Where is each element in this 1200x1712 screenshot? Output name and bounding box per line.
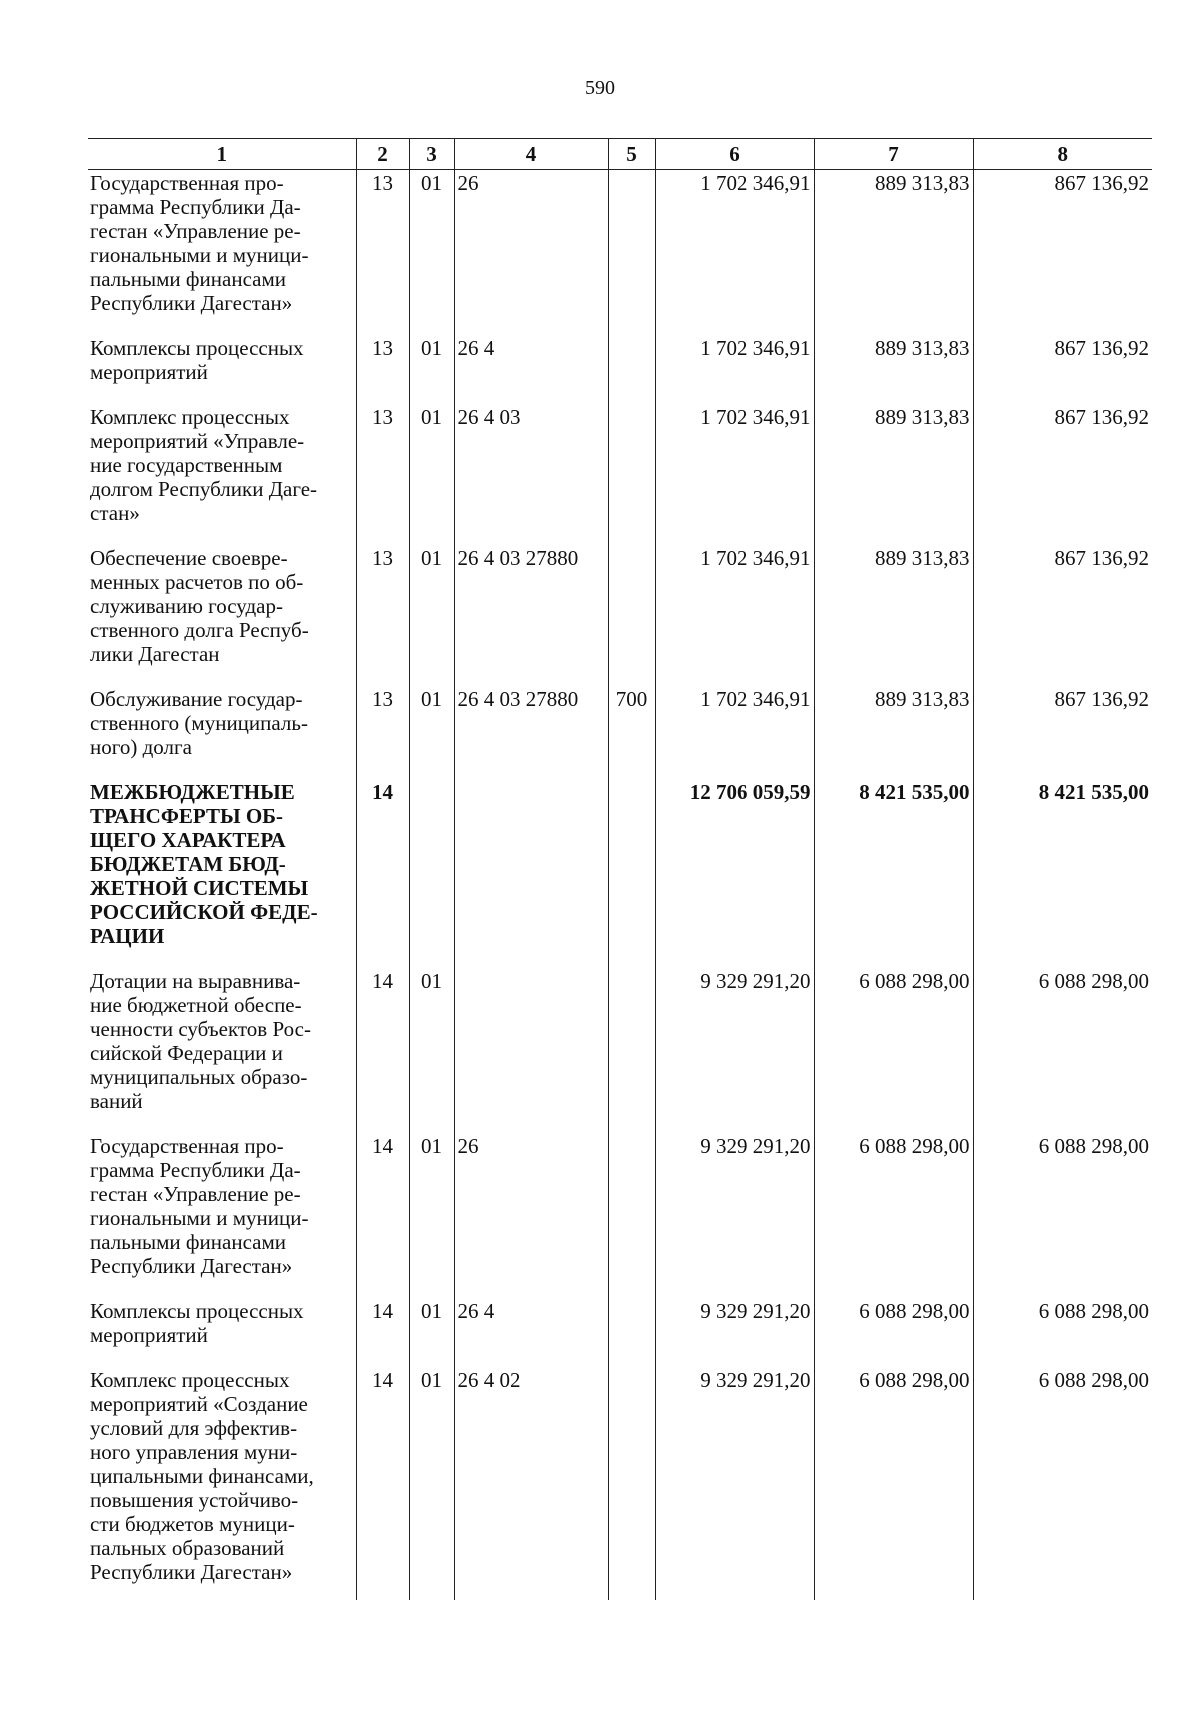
table-row <box>88 170 1152 336</box>
section-code: 13 <box>356 170 409 336</box>
expense-type-code <box>608 1133 655 1298</box>
name-line: МЕЖБЮДЖЕТНЫЕ <box>90 780 295 804</box>
subsection-code: 01 <box>409 335 454 404</box>
row-name <box>88 545 356 686</box>
amount-col-6: 9 329 291,20 <box>655 1298 814 1367</box>
name-line: Республики Дагестан» <box>90 1560 293 1584</box>
column-header-4: 4 <box>454 139 608 170</box>
name-line: мероприятий <box>90 1323 208 1347</box>
row-name <box>88 779 356 968</box>
name-line: мероприятий «Управле- <box>90 429 305 453</box>
amount-col-8: 6 088 298,00 <box>973 1367 1152 1600</box>
name-line: сти бюджетов муници- <box>90 1512 295 1536</box>
name-line: РОССИЙСКОЙ ФЕДЕ- <box>90 900 318 924</box>
subsection-code: 01 <box>409 545 454 686</box>
name-line: пальных образований <box>90 1536 285 1560</box>
column-header-5: 5 <box>608 139 655 170</box>
name-line: Республики Дагестан» <box>90 291 293 315</box>
subsection-code: 01 <box>409 404 454 545</box>
expense-type-code <box>608 170 655 336</box>
section-code: 14 <box>356 1367 409 1600</box>
name-line: ного управления муни- <box>90 1440 298 1464</box>
amount-col-8: 867 136,92 <box>973 545 1152 686</box>
target-article-code <box>454 968 608 1133</box>
column-header-8: 8 <box>973 139 1152 170</box>
name-line: ЩЕГО ХАРАКТЕРА <box>90 828 286 852</box>
amount-col-7: 889 313,83 <box>814 335 973 404</box>
subsection-code: 01 <box>409 1367 454 1600</box>
amount-col-6: 9 329 291,20 <box>655 968 814 1133</box>
name-line: менных расчетов по об- <box>90 570 304 594</box>
name-line: служиванию государ- <box>90 594 283 618</box>
table-row <box>88 1133 1152 1298</box>
page-number: 590 <box>585 77 615 99</box>
name-line: ченности субъектов Рос- <box>90 1017 311 1041</box>
section-code: 14 <box>356 1133 409 1298</box>
amount-col-7: 889 313,83 <box>814 545 973 686</box>
name-line: повышения устойчиво- <box>90 1488 299 1512</box>
section-code: 14 <box>356 1298 409 1367</box>
table-row <box>88 335 1152 404</box>
name-line: Комплексы процессных <box>90 336 304 360</box>
name-line: пальными финансами <box>90 1230 286 1254</box>
name-line: ного) долга <box>90 735 192 759</box>
name-line: сийской Федерации и <box>90 1041 283 1065</box>
row-name <box>88 170 356 336</box>
column-header-6: 6 <box>655 139 814 170</box>
table-row <box>88 779 1152 968</box>
amount-col-7: 8 421 535,00 <box>814 779 973 968</box>
name-line: лики Дагестан <box>90 642 220 666</box>
amount-col-6: 9 329 291,20 <box>655 1133 814 1298</box>
target-article-code: 26 <box>454 1133 608 1298</box>
amount-col-7: 889 313,83 <box>814 170 973 336</box>
expense-type-code <box>608 545 655 686</box>
amount-col-7: 6 088 298,00 <box>814 1298 973 1367</box>
subsection-code: 01 <box>409 170 454 336</box>
table-row <box>88 1298 1152 1367</box>
expense-type-code <box>608 1298 655 1367</box>
name-line: грамма Республики Да- <box>90 195 301 219</box>
name-line: муниципальных образо- <box>90 1065 308 1089</box>
name-line: ственного (муниципаль- <box>90 711 308 735</box>
amount-col-7: 889 313,83 <box>814 404 973 545</box>
target-article-code: 26 <box>454 170 608 336</box>
name-line: ЖЕТНОЙ СИСТЕМЫ <box>90 876 309 900</box>
target-article-code: 26 4 <box>454 335 608 404</box>
row-name <box>88 404 356 545</box>
column-header-1: 1 <box>88 139 356 170</box>
name-line: Обслуживание государ- <box>90 687 303 711</box>
name-line: Комплекс процессных <box>90 405 290 429</box>
amount-col-6: 9 329 291,20 <box>655 1367 814 1600</box>
row-name <box>88 335 356 404</box>
section-code: 13 <box>356 545 409 686</box>
row-name <box>88 1367 356 1600</box>
name-line: мероприятий «Создание <box>90 1392 308 1416</box>
expense-type-code <box>608 404 655 545</box>
amount-col-8: 6 088 298,00 <box>973 1133 1152 1298</box>
amount-col-8: 867 136,92 <box>973 686 1152 779</box>
name-line: ние бюджетной обеспе- <box>90 993 302 1017</box>
section-code: 14 <box>356 968 409 1133</box>
name-line: ципальными финансами, <box>90 1464 314 1488</box>
name-line: гиональными и муници- <box>90 243 309 267</box>
amount-col-7: 889 313,83 <box>814 686 973 779</box>
section-code: 13 <box>356 404 409 545</box>
name-line: долгом Республики Даге- <box>90 477 318 501</box>
name-line: ваний <box>90 1089 143 1113</box>
amount-col-6: 1 702 346,91 <box>655 686 814 779</box>
name-line: БЮДЖЕТАМ БЮД- <box>90 852 286 876</box>
row-name <box>88 1298 356 1367</box>
name-line: пальными финансами <box>90 267 286 291</box>
amount-col-7: 6 088 298,00 <box>814 1133 973 1298</box>
name-line: условий для эффектив- <box>90 1416 298 1440</box>
target-article-code: 26 4 <box>454 1298 608 1367</box>
expense-type-code: 700 <box>608 686 655 779</box>
name-line: Дотации на выравнива- <box>90 969 301 993</box>
amount-col-8: 6 088 298,00 <box>973 1298 1152 1367</box>
name-line: мероприятий <box>90 360 208 384</box>
name-line: Республики Дагестан» <box>90 1254 293 1278</box>
row-name <box>88 1133 356 1298</box>
amount-col-8: 8 421 535,00 <box>973 779 1152 968</box>
subsection-code: 01 <box>409 968 454 1133</box>
amount-col-6: 1 702 346,91 <box>655 335 814 404</box>
name-line: гиональными и муници- <box>90 1206 309 1230</box>
section-code: 13 <box>356 335 409 404</box>
subsection-code <box>409 779 454 968</box>
name-line: ТРАНСФЕРТЫ ОБ- <box>90 804 284 828</box>
expense-type-code <box>608 779 655 968</box>
amount-col-8: 6 088 298,00 <box>973 968 1152 1133</box>
amount-col-6: 1 702 346,91 <box>655 404 814 545</box>
row-name <box>88 968 356 1133</box>
table-row <box>88 1367 1152 1600</box>
section-code: 14 <box>356 779 409 968</box>
subsection-code: 01 <box>409 1298 454 1367</box>
column-header-2: 2 <box>356 139 409 170</box>
amount-col-8: 867 136,92 <box>973 170 1152 336</box>
table-header-row <box>88 139 1152 170</box>
name-line: стан» <box>90 501 140 525</box>
section-code: 13 <box>356 686 409 779</box>
column-header-3: 3 <box>409 139 454 170</box>
target-article-code: 26 4 03 27880 <box>454 545 608 686</box>
amount-col-6: 1 702 346,91 <box>655 170 814 336</box>
target-article-code: 26 4 03 <box>454 404 608 545</box>
table-row <box>88 686 1152 779</box>
name-line: Комплекс процессных <box>90 1368 290 1392</box>
amount-col-7: 6 088 298,00 <box>814 1367 973 1600</box>
table-row <box>88 968 1152 1133</box>
name-line: Государственная про- <box>90 1134 284 1158</box>
subsection-code: 01 <box>409 686 454 779</box>
expense-type-code <box>608 1367 655 1600</box>
name-line: РАЦИИ <box>90 924 165 948</box>
subsection-code: 01 <box>409 1133 454 1298</box>
amount-col-6: 1 702 346,91 <box>655 545 814 686</box>
target-article-code: 26 4 03 27880 <box>454 686 608 779</box>
name-line: гестан «Управление ре- <box>90 1182 301 1206</box>
name-line: Государственная про- <box>90 171 284 195</box>
table-row <box>88 545 1152 686</box>
target-article-code: 26 4 02 <box>454 1367 608 1600</box>
table-row <box>88 404 1152 545</box>
name-line: гестан «Управление ре- <box>90 219 301 243</box>
amount-col-6: 12 706 059,59 <box>655 779 814 968</box>
name-line: ние государственным <box>90 453 283 477</box>
name-line: ственного долга Респуб- <box>90 618 309 642</box>
budget-table <box>88 138 1152 1600</box>
target-article-code <box>454 779 608 968</box>
name-line: грамма Республики Да- <box>90 1158 301 1182</box>
name-line: Обеспечение своевре- <box>90 546 288 570</box>
amount-col-7: 6 088 298,00 <box>814 968 973 1133</box>
name-line: Комплексы процессных <box>90 1299 304 1323</box>
amount-col-8: 867 136,92 <box>973 404 1152 545</box>
amount-col-8: 867 136,92 <box>973 335 1152 404</box>
column-header-7: 7 <box>814 139 973 170</box>
table-body <box>88 170 1152 1601</box>
expense-type-code <box>608 335 655 404</box>
expense-type-code <box>608 968 655 1133</box>
row-name <box>88 686 356 779</box>
